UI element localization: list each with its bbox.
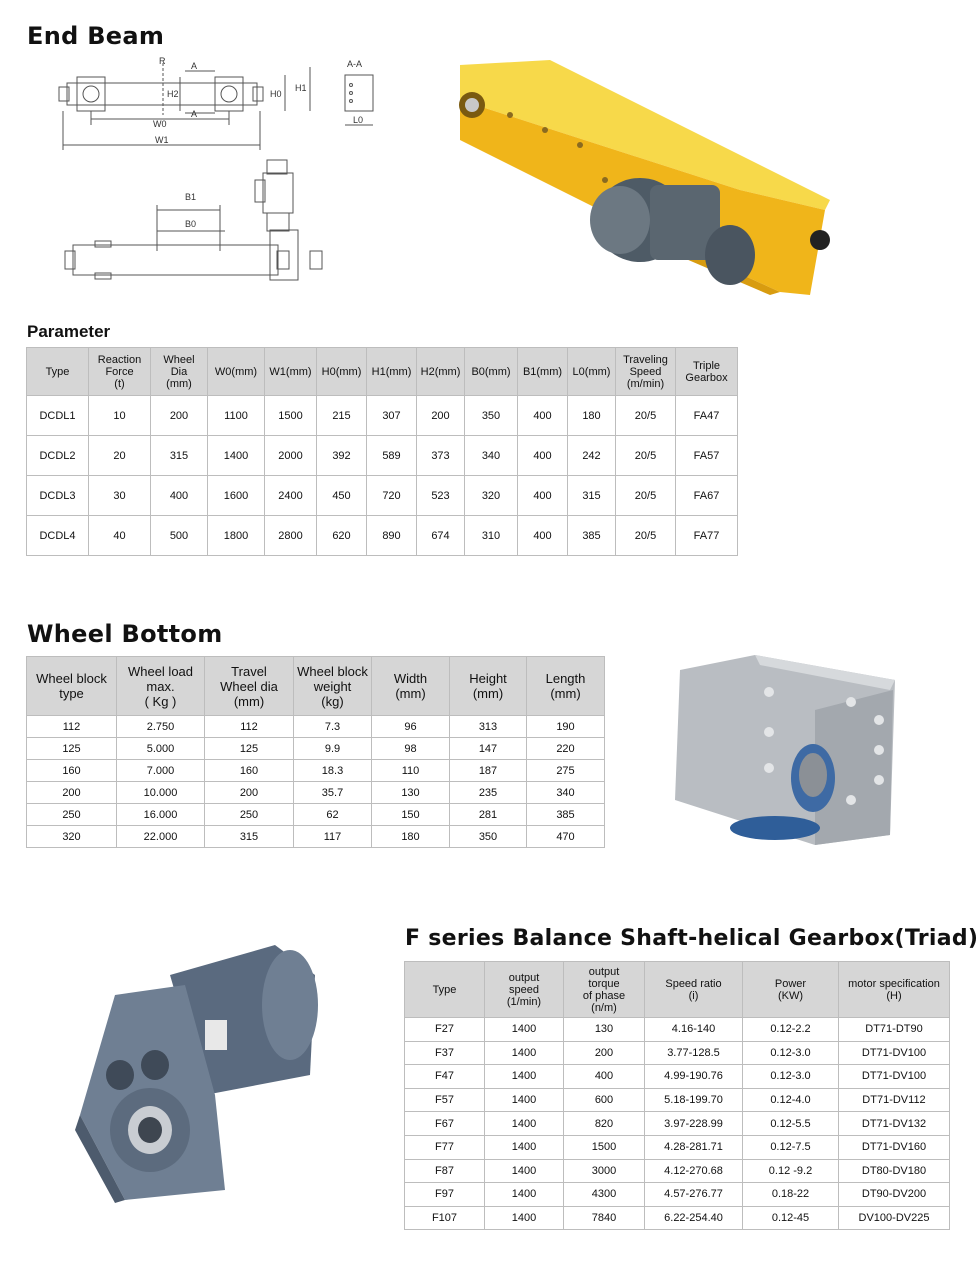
parameter-cell: 30	[89, 476, 151, 516]
wheel-bottom-cell: 147	[450, 738, 527, 760]
table-row	[405, 1088, 950, 1112]
wheel-bottom-cell: 125	[205, 738, 294, 760]
drawing-label-l0: L0	[353, 115, 364, 125]
f-series-cell: 1400	[485, 1041, 564, 1065]
wheel-bottom-header-cell: Wheel block weight (kg)	[294, 657, 372, 716]
parameter-cell: 674	[417, 516, 465, 556]
parameter-cell: 2000	[265, 436, 317, 476]
wheel-bottom-header-cell: Height (mm)	[450, 657, 527, 716]
f-series-cell: F87	[405, 1159, 485, 1183]
f-series-cell: 0.12-7.5	[743, 1135, 839, 1159]
wheel-block-image	[665, 650, 905, 850]
wheel-bottom-cell: 200	[27, 782, 117, 804]
wheel-bottom-cell: 130	[372, 782, 450, 804]
f-series-cell: 6.22-254.40	[645, 1206, 743, 1230]
drawing-label-w0: W0	[153, 119, 167, 129]
table-row	[405, 1112, 950, 1136]
end-beam-image	[450, 60, 835, 300]
f-series-cell: 5.18-199.70	[645, 1088, 743, 1112]
f-series-header-cell: Power (KW)	[743, 962, 839, 1018]
parameter-cell: DCDL1	[27, 396, 89, 436]
parameter-cell: 720	[367, 476, 417, 516]
wheel-bottom-cell: 35.7	[294, 782, 372, 804]
parameter-cell: FA67	[676, 476, 738, 516]
f-series-cell: 0.12 -9.2	[743, 1159, 839, 1183]
wheel-bottom-cell: 150	[372, 804, 450, 826]
f-series-cell: 4.12-270.68	[645, 1159, 743, 1183]
f-series-cell: 0.12-2.2	[743, 1018, 839, 1042]
wheel-bottom-cell: 313	[450, 716, 527, 738]
parameter-header-cell: Triple Gearbox	[676, 348, 738, 396]
f-series-cell: F27	[405, 1018, 485, 1042]
parameter-cell: 242	[568, 436, 616, 476]
parameter-cell: 890	[367, 516, 417, 556]
wheel-bottom-cell: 2.750	[117, 716, 205, 738]
f-series-cell: DV100-DV225	[839, 1206, 950, 1230]
wheel-bottom-cell: 96	[372, 716, 450, 738]
table-row	[27, 826, 605, 848]
parameter-header-cell: H1(mm)	[367, 348, 417, 396]
parameter-header-cell: L0(mm)	[568, 348, 616, 396]
drawing-label-h2: H2	[167, 89, 179, 99]
wheel-bottom-cell: 190	[527, 716, 605, 738]
parameter-header-cell: B1(mm)	[518, 348, 568, 396]
wheel-bottom-cell: 235	[450, 782, 527, 804]
f-series-cell: DT71-DV160	[839, 1135, 950, 1159]
parameter-title: Parameter	[27, 322, 111, 341]
f-series-cell: 400	[564, 1065, 645, 1089]
parameter-cell: 1500	[265, 396, 317, 436]
wheel-bottom-cell: 180	[372, 826, 450, 848]
parameter-cell: 385	[568, 516, 616, 556]
wheel-bottom-cell: 7.3	[294, 716, 372, 738]
wheel-bottom-cell: 117	[294, 826, 372, 848]
wheel-bottom-cell: 340	[527, 782, 605, 804]
parameter-cell: 1100	[208, 396, 265, 436]
table-row	[405, 1018, 950, 1042]
parameter-cell: DCDL4	[27, 516, 89, 556]
table-row	[405, 1041, 950, 1065]
f-series-cell: DT71-DV132	[839, 1112, 950, 1136]
parameter-cell: 20	[89, 436, 151, 476]
wheel-bottom-cell: 9.9	[294, 738, 372, 760]
wheel-bottom-cell: 385	[527, 804, 605, 826]
table-row	[27, 436, 738, 476]
wheel-bottom-cell: 320	[27, 826, 117, 848]
wheel-bottom-cell: 5.000	[117, 738, 205, 760]
parameter-cell: 589	[367, 436, 417, 476]
f-series-header-cell: output torque of phase (n/m)	[564, 962, 645, 1018]
parameter-cell: 400	[518, 396, 568, 436]
f-series-cell: 200	[564, 1041, 645, 1065]
wheel-bottom-cell: 18.3	[294, 760, 372, 782]
parameter-cell: DCDL2	[27, 436, 89, 476]
wheel-bottom-cell: 250	[27, 804, 117, 826]
parameter-table	[26, 347, 738, 556]
parameter-cell: 20/5	[616, 476, 676, 516]
parameter-header-cell: H0(mm)	[317, 348, 367, 396]
parameter-cell: 310	[465, 516, 518, 556]
parameter-cell: 20/5	[616, 516, 676, 556]
parameter-cell: FA57	[676, 436, 738, 476]
f-series-cell: 1400	[485, 1018, 564, 1042]
parameter-cell: 400	[518, 436, 568, 476]
table-row	[27, 804, 605, 826]
table-row	[27, 738, 605, 760]
f-series-cell: F57	[405, 1088, 485, 1112]
f-series-cell: 3000	[564, 1159, 645, 1183]
table-row	[27, 760, 605, 782]
parameter-cell: 350	[465, 396, 518, 436]
parameter-cell: 500	[151, 516, 208, 556]
f-series-table	[404, 961, 950, 1230]
f-series-cell: 820	[564, 1112, 645, 1136]
parameter-header-cell: Type	[27, 348, 89, 396]
wheel-bottom-header-cell: Length (mm)	[527, 657, 605, 716]
wheel-bottom-title: Wheel Bottom	[27, 620, 223, 648]
f-series-cell: 130	[564, 1018, 645, 1042]
parameter-header-cell: Wheel Dia (mm)	[151, 348, 208, 396]
drawing-label-w1: W1	[155, 135, 169, 145]
table-row	[405, 1183, 950, 1207]
parameter-cell: 200	[151, 396, 208, 436]
f-series-cell: 1400	[485, 1065, 564, 1089]
f-series-cell: 0.12-4.0	[743, 1088, 839, 1112]
wheel-bottom-cell: 112	[27, 716, 117, 738]
wheel-bottom-cell: 110	[372, 760, 450, 782]
parameter-cell: 400	[518, 516, 568, 556]
parameter-cell: 307	[367, 396, 417, 436]
parameter-cell: 400	[518, 476, 568, 516]
f-series-cell: 1400	[485, 1183, 564, 1207]
f-series-cell: 4.16-140	[645, 1018, 743, 1042]
table-row	[405, 1206, 950, 1230]
f-series-cell: 0.12-3.0	[743, 1041, 839, 1065]
wheel-bottom-cell: 470	[527, 826, 605, 848]
f-series-cell: F77	[405, 1135, 485, 1159]
wheel-bottom-cell: 16.000	[117, 804, 205, 826]
drawing-label-b1: B1	[185, 192, 197, 202]
parameter-cell: 1400	[208, 436, 265, 476]
f-series-cell: F97	[405, 1183, 485, 1207]
f-series-cell: 1500	[564, 1135, 645, 1159]
f-series-header-row	[405, 962, 950, 1018]
f-series-cell: DT90-DV200	[839, 1183, 950, 1207]
parameter-header-cell: H2(mm)	[417, 348, 465, 396]
f-series-cell: 4.28-281.71	[645, 1135, 743, 1159]
f-series-cell: 3.77-128.5	[645, 1041, 743, 1065]
end-beam-title: End Beam	[27, 22, 165, 50]
f-series-cell: 1400	[485, 1088, 564, 1112]
parameter-cell: FA47	[676, 396, 738, 436]
f-series-cell: DT71-DV100	[839, 1065, 950, 1089]
f-series-cell: 0.12-45	[743, 1206, 839, 1230]
wheel-bottom-cell: 160	[27, 760, 117, 782]
parameter-header-cell: W1(mm)	[265, 348, 317, 396]
parameter-cell: 320	[465, 476, 518, 516]
f-series-cell: DT71-DT90	[839, 1018, 950, 1042]
table-row	[27, 476, 738, 516]
wheel-bottom-cell: 160	[205, 760, 294, 782]
f-series-cell: 0.12-3.0	[743, 1065, 839, 1089]
f-series-cell: 1400	[485, 1135, 564, 1159]
table-row	[27, 716, 605, 738]
drawing-label-a-bottom: A	[191, 109, 198, 119]
wheel-bottom-cell: 220	[527, 738, 605, 760]
f-series-title: F series Balance Shaft-helical Gearbox(Triad)	[405, 926, 979, 951]
parameter-cell: 315	[568, 476, 616, 516]
f-series-cell: F67	[405, 1112, 485, 1136]
table-row	[405, 1135, 950, 1159]
wheel-bottom-header-cell: Wheel load max. ( Kg )	[117, 657, 205, 716]
f-series-cell: 600	[564, 1088, 645, 1112]
wheel-bottom-cell: 125	[27, 738, 117, 760]
parameter-header-cell: W0(mm)	[208, 348, 265, 396]
gearbox-image	[75, 935, 320, 1205]
parameter-cell: 315	[151, 436, 208, 476]
parameter-header-cell: B0(mm)	[465, 348, 518, 396]
f-series-cell: 1400	[485, 1112, 564, 1136]
parameter-cell: 215	[317, 396, 367, 436]
f-series-cell: 0.18-22	[743, 1183, 839, 1207]
wheel-bottom-table	[26, 656, 605, 848]
drawing-label-section: A-A	[347, 59, 363, 69]
wheel-bottom-cell: 281	[450, 804, 527, 826]
parameter-header-cell: Traveling Speed (m/min)	[616, 348, 676, 396]
parameter-cell: 450	[317, 476, 367, 516]
parameter-cell: 180	[568, 396, 616, 436]
f-series-cell: 3.97-228.99	[645, 1112, 743, 1136]
parameter-cell: 20/5	[616, 396, 676, 436]
f-series-header-cell: Speed ratio (i)	[645, 962, 743, 1018]
parameter-header-cell: Reaction Force (t)	[89, 348, 151, 396]
wheel-bottom-cell: 7.000	[117, 760, 205, 782]
drawing-label-r: R	[159, 56, 166, 66]
parameter-cell: 10	[89, 396, 151, 436]
parameter-cell: DCDL3	[27, 476, 89, 516]
wheel-bottom-cell: 62	[294, 804, 372, 826]
wheel-bottom-cell: 200	[205, 782, 294, 804]
f-series-cell: F47	[405, 1065, 485, 1089]
parameter-cell: 400	[151, 476, 208, 516]
f-series-cell: DT71-DV100	[839, 1041, 950, 1065]
f-series-cell: DT71-DV112	[839, 1088, 950, 1112]
table-row	[27, 516, 738, 556]
parameter-cell: 340	[465, 436, 518, 476]
f-series-cell: 0.12-5.5	[743, 1112, 839, 1136]
drawing-label-h0: H0	[270, 89, 282, 99]
wheel-bottom-cell: 350	[450, 826, 527, 848]
parameter-cell: 392	[317, 436, 367, 476]
table-row	[27, 782, 605, 804]
parameter-cell: 1600	[208, 476, 265, 516]
wheel-bottom-cell: 250	[205, 804, 294, 826]
parameter-cell: 2800	[265, 516, 317, 556]
parameter-cell: 1800	[208, 516, 265, 556]
f-series-cell: F107	[405, 1206, 485, 1230]
wheel-bottom-cell: 275	[527, 760, 605, 782]
wheel-bottom-cell: 187	[450, 760, 527, 782]
wheel-bottom-header-cell: Wheel block type	[27, 657, 117, 716]
parameter-cell: 2400	[265, 476, 317, 516]
drawing-label-b0: B0	[185, 219, 197, 229]
wheel-bottom-cell: 98	[372, 738, 450, 760]
parameter-cell: 200	[417, 396, 465, 436]
table-row	[405, 1065, 950, 1089]
f-series-header-cell: Type	[405, 962, 485, 1018]
parameter-cell: 523	[417, 476, 465, 516]
parameter-cell: 373	[417, 436, 465, 476]
parameter-header-row	[27, 348, 738, 396]
parameter-cell: FA77	[676, 516, 738, 556]
f-series-cell: 4.99-190.76	[645, 1065, 743, 1089]
wheel-bottom-cell: 22.000	[117, 826, 205, 848]
f-series-header-cell: motor specification (H)	[839, 962, 950, 1018]
table-row	[27, 396, 738, 436]
f-series-cell: DT80-DV180	[839, 1159, 950, 1183]
end-beam-drawing	[55, 55, 385, 295]
f-series-cell: 4300	[564, 1183, 645, 1207]
f-series-cell: 1400	[485, 1159, 564, 1183]
f-series-cell: F37	[405, 1041, 485, 1065]
parameter-cell: 620	[317, 516, 367, 556]
wheel-bottom-cell: 112	[205, 716, 294, 738]
drawing-label-h1: H1	[295, 83, 307, 93]
wheel-bottom-cell: 315	[205, 826, 294, 848]
drawing-label-a-top: A	[191, 61, 198, 71]
f-series-cell: 1400	[485, 1206, 564, 1230]
wheel-bottom-header-row	[27, 657, 605, 716]
table-row	[405, 1159, 950, 1183]
wheel-bottom-header-cell: Width (mm)	[372, 657, 450, 716]
f-series-header-cell: output speed (1/min)	[485, 962, 564, 1018]
f-series-cell: 4.57-276.77	[645, 1183, 743, 1207]
parameter-cell: 20/5	[616, 436, 676, 476]
wheel-bottom-cell: 10.000	[117, 782, 205, 804]
f-series-cell: 7840	[564, 1206, 645, 1230]
parameter-cell: 40	[89, 516, 151, 556]
wheel-bottom-header-cell: Travel Wheel dia (mm)	[205, 657, 294, 716]
